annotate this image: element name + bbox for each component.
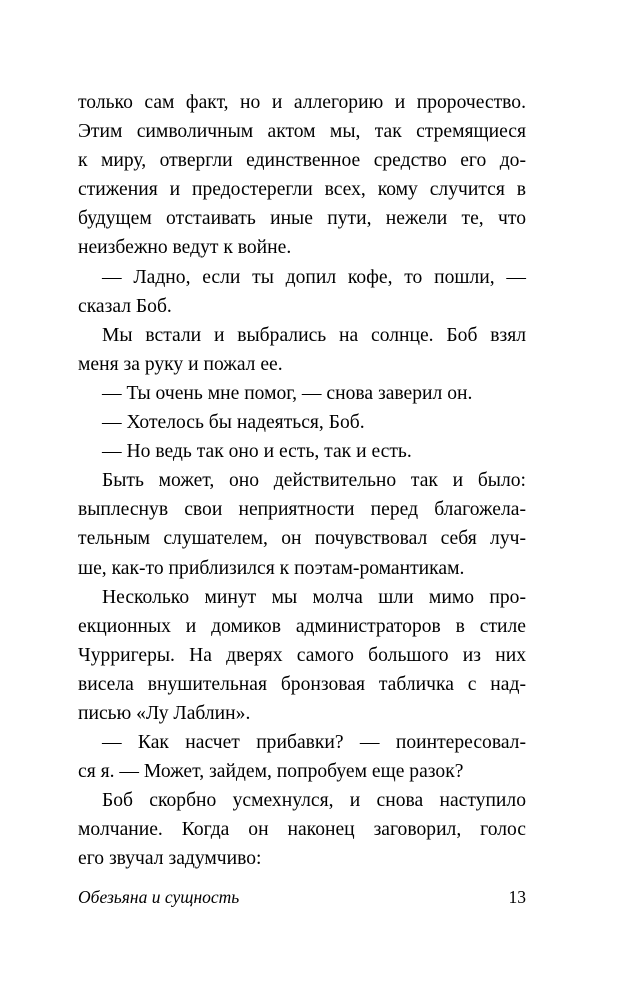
text-line: молчание. Когда он наконец заговорил, голос xyxy=(78,819,526,841)
text-line: только сам факт, но и аллегорию и пророчество. xyxy=(78,92,526,113)
text-line: Быть может, оно действительно так и было: xyxy=(102,470,526,492)
text-line: Чурригеры. На дверях самого большого из них xyxy=(78,644,526,666)
text-line: — Ты очень мне помог, — снова заверил он. xyxy=(102,382,473,404)
text-line: к миру, отвергли единственное средство его до- xyxy=(78,150,526,172)
text-line: неизбежно ведут к войне. xyxy=(78,237,292,259)
paragraph xyxy=(78,728,526,786)
text-line: Этим символичным актом мы, так стремящиеся xyxy=(78,121,526,143)
text-line: стижения и предостерегли всех, кому случится в xyxy=(78,179,526,201)
paragraph xyxy=(78,786,526,873)
text-line: — Как насчет прибавки? — поинтересовал- xyxy=(102,732,526,754)
text-line: будущем отстаивать иные пути, нежели те, что xyxy=(78,208,526,230)
text-line: его звучал задумчиво: xyxy=(78,848,262,870)
text-line: Несколько минут мы молча шли мимо про- xyxy=(102,586,526,608)
text-line: Боб скорбно усмехнулся, и снова наступило xyxy=(102,790,526,812)
text-line: — Ладно, если ты допил кофе, то пошли, — xyxy=(102,266,526,288)
paragraph xyxy=(78,437,526,466)
text-line: Мы встали и выбрались на солнце. Боб взял xyxy=(102,324,526,346)
paragraph xyxy=(78,379,526,408)
paragraph xyxy=(78,321,526,379)
paragraph xyxy=(78,583,526,728)
paragraph xyxy=(78,466,526,582)
running-title: Обезьяна и сущность xyxy=(78,887,240,907)
text-line: ше, как-то приблизился к поэтам-романтикам. xyxy=(78,557,465,579)
text-line: — Но ведь так оно и есть, так и есть. xyxy=(102,441,412,463)
text-line: выплеснув свои неприятности перед благожела- xyxy=(78,499,526,521)
page-footer xyxy=(78,887,526,917)
text-line: меня за руку и пожал ее. xyxy=(78,353,283,375)
text-line: тельным слушателем, он почувствовал себя луч- xyxy=(78,528,526,550)
page-number: 13 xyxy=(508,887,526,907)
text-line: писью «Лу Лаблин». xyxy=(78,702,251,724)
paragraph xyxy=(78,88,526,263)
paragraph xyxy=(78,408,526,437)
page-body xyxy=(78,88,526,874)
text-line: ся я. — Может, зайдем, попробуем еще разок? xyxy=(78,761,464,783)
paragraph xyxy=(78,263,526,321)
text-line: сказал Боб. xyxy=(78,295,172,317)
text-line: — Хотелось бы надеяться, Боб. xyxy=(102,412,365,434)
text-line: висела внушительная бронзовая табличка с над- xyxy=(78,673,526,695)
text-line: екционных и домиков администраторов в стиле xyxy=(78,615,526,637)
